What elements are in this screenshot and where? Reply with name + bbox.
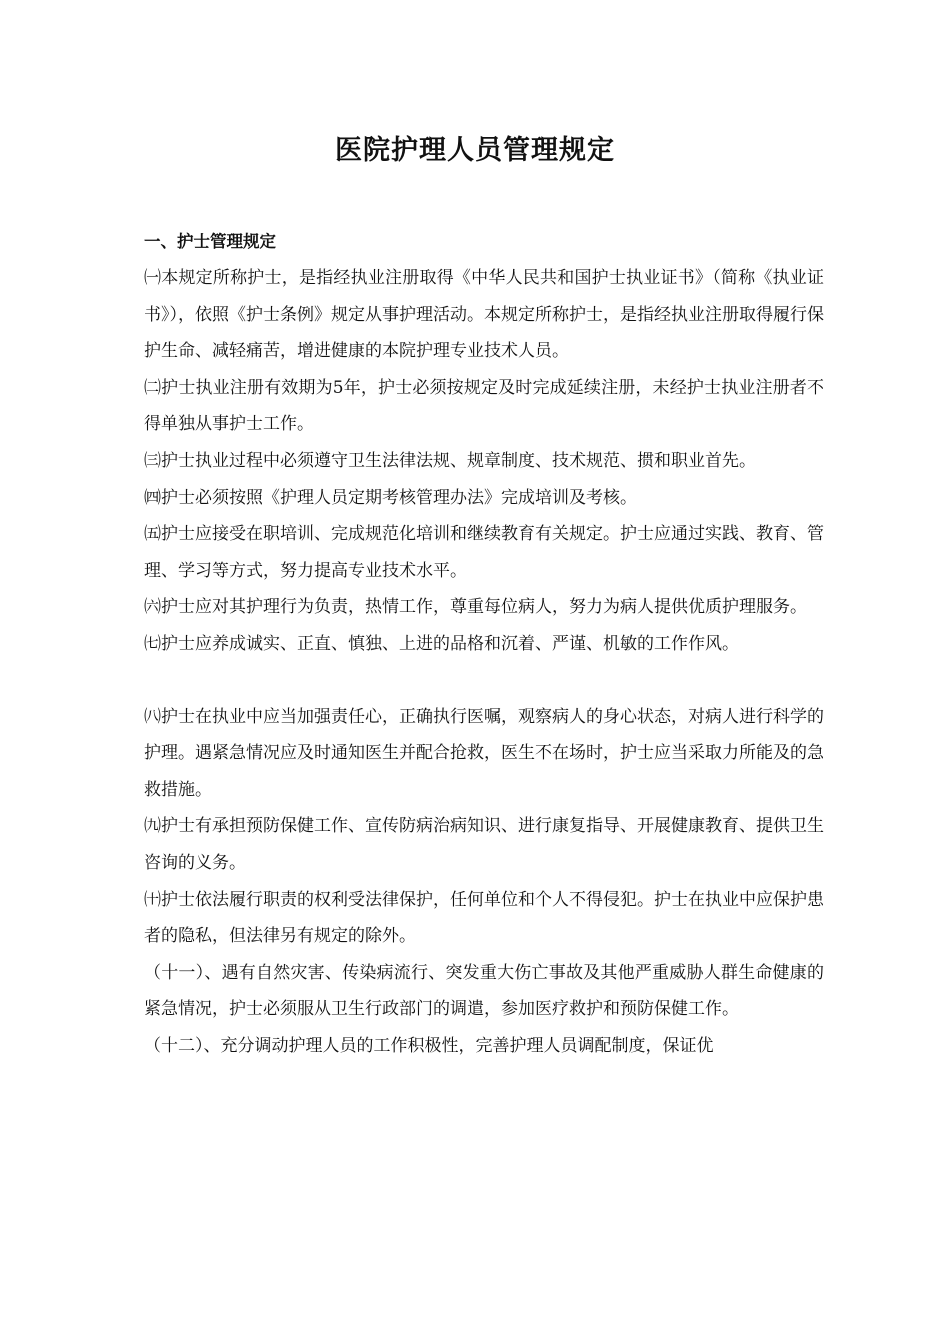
paragraph-2: ㈡护士执业注册有效期为5年，护士必须按规定及时完成延续注册，未经护士执业注册者不得单独从事护士工作。: [144, 377, 824, 435]
paragraph-10: ㈩护士依法履行职责的权利受法律保护，任何单位和个人不得侵犯。护士在执业中应保护患者的隐私，但法律另有规定的除外。: [144, 889, 824, 947]
paragraph-3: ㈢护士执业过程中必须遵守卫生法律法规、规章制度、技术规范、掼和职业首先。: [144, 450, 756, 471]
paragraph-7: ㈦护士应养成诚实、正直、慎独、上进的品格和沉着、严谨、机敏的工作作风。: [144, 633, 739, 654]
paragraph-12: （十二）、充分调动护理人员的工作积极性，完善护理人员调配制度，保证优: [144, 1035, 714, 1056]
paragraph-4: ㈣护士必须按照《护理人员定期考核管理办法》完成培训及考核。: [144, 487, 637, 508]
paragraph-8: ㈧护士在执业中应当加强责任心，正确执行医嘱，观察病人的身心状态，对病人进行科学的护理。遇紧急情况应及时通知医生并配合抢救，医生不在场时，护士应当采取力所能及的急救措施。: [144, 706, 824, 800]
document-title: 医院护理人员管理规定: [335, 135, 615, 166]
document-body: [144, 260, 824, 1064]
paragraph-11: （十一）、遇有自然灾害、传染病流行、突发重大伤亡事故及其他严重威胁人群生命健康的紧急情况，护士必须服从卫生行政部门的调遣，参加医疗救护和预防保健工作。: [144, 962, 824, 1020]
paragraph-1: ㈠本规定所称护士，是指经执业注册取得《中华人民共和国护士执业证书》（简称《执业证书》），依照《护士条例》规定从事护理活动。本规定所称护士，是指经执业注册取得履行保护生命、减轻痛苦，增进健康的本院护理专业技术人员。: [144, 268, 824, 362]
paragraph-5: ㈤护士应接受在职培训、完成规范化培训和继续教育有关规定。护士应通过实践、教育、管理、学习等方式，努力提高专业技术水平。: [144, 524, 824, 581]
paragraph-6: ㈥护士应对其护理行为负责，热情工作，尊重每位病人，努力为病人提供优质护理服务。: [144, 597, 807, 618]
section-heading: 一、护士管理规定: [144, 232, 276, 251]
paragraph-9: ㈨护士有承担预防保健工作、宣传防病治病知识、进行康复指导、开展健康教育、提供卫生咨询的义务。: [144, 816, 824, 873]
